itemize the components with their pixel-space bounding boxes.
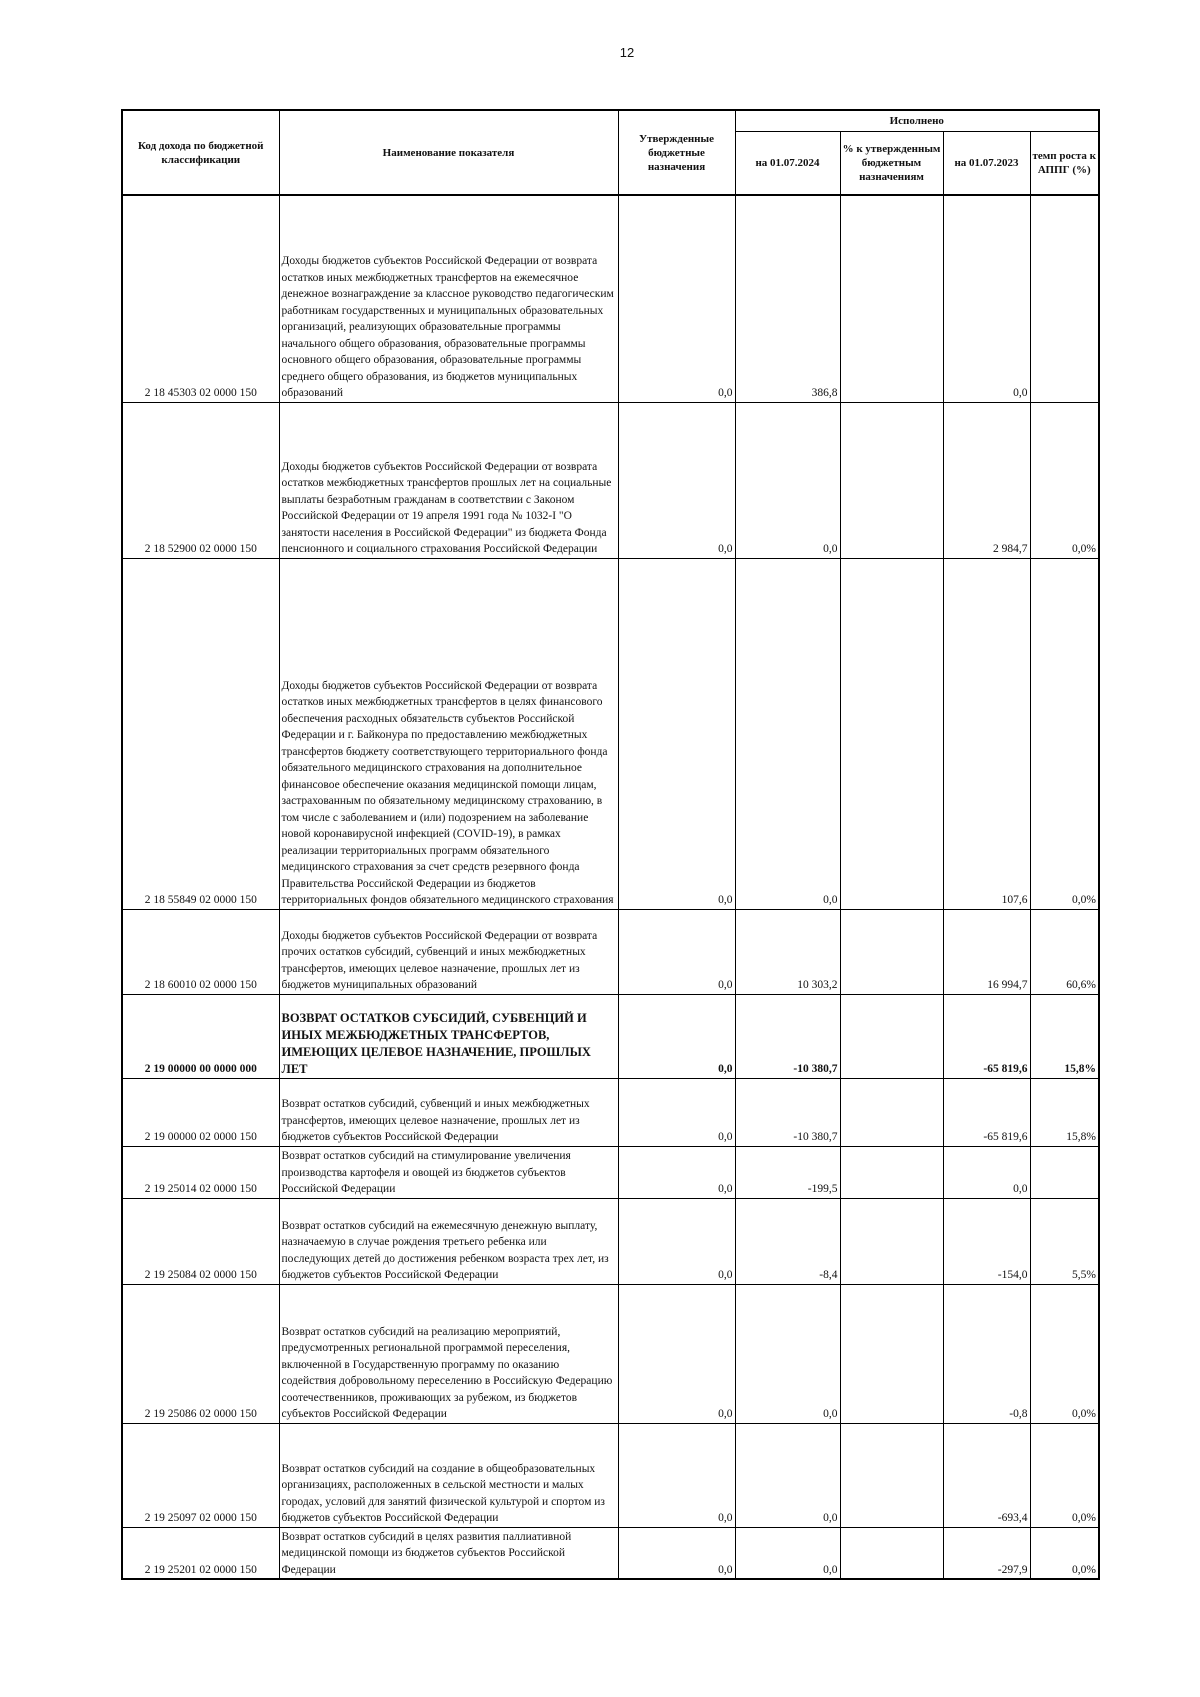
table-row: [122, 1527, 1099, 1579]
row-growth: 0,0%: [1030, 402, 1099, 558]
row-exec-2023: -154,0: [943, 1198, 1030, 1284]
row-exec-2024: 0,0: [735, 402, 840, 558]
row-growth: 5,5%: [1030, 1198, 1099, 1284]
row-approved: 0,0: [618, 195, 735, 402]
row-approved: 0,0: [618, 402, 735, 558]
header-growth: темп роста к АППГ (%): [1030, 132, 1099, 196]
row-exec-2024: 10 303,2: [735, 909, 840, 994]
row-exec-2023: -65 819,6: [943, 1078, 1030, 1146]
row-growth: [1030, 195, 1099, 402]
row-growth: 60,6%: [1030, 909, 1099, 994]
table-row: [122, 1146, 1099, 1198]
table-row: [122, 1284, 1099, 1423]
row-code: 2 19 25097 02 0000 150: [122, 1423, 279, 1527]
row-name: Возврат остатков субсидий на создание в общеобразовательных организациях, расположенных в сельской местности и малых городах, условий для занятий физической культурой и спортом из бюджетов субъектов Российской Федерации: [279, 1423, 618, 1527]
row-pct: [840, 195, 943, 402]
row-pct: [840, 1146, 943, 1198]
row-exec-2024: -8,4: [735, 1198, 840, 1284]
row-exec-2024: 0,0: [735, 558, 840, 909]
table-row-section: [122, 994, 1099, 1078]
row-approved: 0,0: [618, 1198, 735, 1284]
row-name: Доходы бюджетов субъектов Российской Федерации от возврата прочих остатков субсидий, субвенций и иных межбюджетных трансфертов, имеющих целевое назначение, прошлых лет из бюджетов муниципальных образований: [279, 909, 618, 994]
row-approved: 0,0: [618, 1146, 735, 1198]
row-pct: [840, 1078, 943, 1146]
row-name: Возврат остатков субсидий на ежемесячную денежную выплату, назначаемую в случае рождения третьего ребенка или последующих детей до достижения ребенком возраста трех лет, из бюджетов субъектов Российской Федерации: [279, 1198, 618, 1284]
row-approved: 0,0: [618, 909, 735, 994]
row-exec-2024: -10 380,7: [735, 994, 840, 1078]
row-growth: 0,0%: [1030, 1527, 1099, 1579]
row-name: Возврат остатков субсидий в целях развития паллиативной медицинской помощи из бюджетов субъектов Российской Федерации: [279, 1527, 618, 1579]
row-code: 2 19 25084 02 0000 150: [122, 1198, 279, 1284]
row-exec-2023: 107,6: [943, 558, 1030, 909]
row-exec-2024: -199,5: [735, 1146, 840, 1198]
row-name: Возврат остатков субсидий на стимулирование увеличения производства картофеля и овощей из бюджетов субъектов Российской Федерации: [279, 1146, 618, 1198]
row-name: Возврат остатков субсидий на реализацию мероприятий, предусмотренных региональной программой переселения, включенной в Государственную программу по оказанию содействия добровольному переселению в Российскую Федерацию соотечественников, проживающих за рубежом, из бюджетов субъектов Российской Федерации: [279, 1284, 618, 1423]
row-pct: [840, 1423, 943, 1527]
row-exec-2023: 16 994,7: [943, 909, 1030, 994]
header-code: Код дохода по бюджетной классификации: [122, 110, 279, 195]
row-exec-2024: 0,0: [735, 1423, 840, 1527]
row-exec-2024: 0,0: [735, 1284, 840, 1423]
row-exec-2023: -297,9: [943, 1527, 1030, 1579]
row-pct: [840, 402, 943, 558]
row-code: 2 19 25086 02 0000 150: [122, 1284, 279, 1423]
table-row: [122, 909, 1099, 994]
page-number: 12: [619, 45, 635, 60]
row-growth: 15,8%: [1030, 1078, 1099, 1146]
row-growth: 0,0%: [1030, 1284, 1099, 1423]
row-pct: [840, 1527, 943, 1579]
row-name: Доходы бюджетов субъектов Российской Федерации от возврата остатков иных межбюджетных трансфертов в целях финансового обеспечения расходных обязательств субъектов Российской Федерации и г. Байконура по предоставлению межбюджетных трансфертов бюджету соответствующего территориального фонда обязательного медицинского страхования на дополнительное финансовое обеспечение оказания медицинской помощи лицам, застрахованным по обязательному медицинскому страхованию, в том числе с заболеванием и (или) подозрением на заболевание новой коронавирусной инфекцией (COVID-19), в рамках реализации территориальных программ обязательного медицинского страхования за счет средств резервного фонда Правительства Российской Федерации из бюджетов территориальных фондов обязательного медицинского страхования: [279, 558, 618, 909]
row-exec-2024: 386,8: [735, 195, 840, 402]
row-growth: 0,0%: [1030, 558, 1099, 909]
table-row: [122, 402, 1099, 558]
row-growth: 0,0%: [1030, 1423, 1099, 1527]
row-exec-2023: 2 984,7: [943, 402, 1030, 558]
row-approved: 0,0: [618, 994, 735, 1078]
header-name: Наименование показателя: [279, 110, 618, 195]
row-name: Возврат остатков субсидий, субвенций и иных межбюджетных трансфертов, имеющих целевое назначение, прошлых лет из бюджетов субъектов Российской Федерации: [279, 1078, 618, 1146]
row-code: 2 19 00000 00 0000 000: [122, 994, 279, 1078]
row-code: 2 19 25014 02 0000 150: [122, 1146, 279, 1198]
table-row: [122, 558, 1099, 909]
row-code: 2 19 25201 02 0000 150: [122, 1527, 279, 1579]
header-exec-2024: на 01.07.2024: [735, 132, 840, 196]
row-pct: [840, 1198, 943, 1284]
row-exec-2023: -0,8: [943, 1284, 1030, 1423]
row-approved: 0,0: [618, 1078, 735, 1146]
row-name: ВОЗВРАТ ОСТАТКОВ СУБСИДИЙ, СУБВЕНЦИЙ И ИНЫХ МЕЖБЮДЖЕТНЫХ ТРАНСФЕРТОВ, ИМЕЮЩИХ ЦЕЛЕВОЕ НАЗНАЧЕНИЕ, ПРОШЛЫХ ЛЕТ: [279, 994, 618, 1078]
row-exec-2023: 0,0: [943, 1146, 1030, 1198]
table-row: [122, 1423, 1099, 1527]
table-row: [122, 1198, 1099, 1284]
budget-table: [121, 109, 1100, 1580]
header-pct-approved: % к утвержденным бюджетным назначениям: [840, 132, 943, 196]
row-approved: 0,0: [618, 1423, 735, 1527]
row-code: 2 18 60010 02 0000 150: [122, 909, 279, 994]
row-pct: [840, 1284, 943, 1423]
row-exec-2024: 0,0: [735, 1527, 840, 1579]
row-code: 2 18 45303 02 0000 150: [122, 195, 279, 402]
row-approved: 0,0: [618, 558, 735, 909]
header-approved: Утвержденные бюджетные назначения: [618, 110, 735, 195]
row-growth: 15,8%: [1030, 994, 1099, 1078]
row-name: Доходы бюджетов субъектов Российской Федерации от возврата остатков межбюджетных трансфертов прошлых лет на социальные выплаты безработным гражданам в соответствии с Законом Российской Федерации от 19 апреля 1991 года № 1032-I "О занятости населения в Российской Федерации" из бюджета Фонда пенсионного и социального страхования Российской Федерации: [279, 402, 618, 558]
header-exec-2023: на 01.07.2023: [943, 132, 1030, 196]
table-row: [122, 195, 1099, 402]
row-exec-2023: 0,0: [943, 195, 1030, 402]
table-row: [122, 1078, 1099, 1146]
row-exec-2024: -10 380,7: [735, 1078, 840, 1146]
row-code: 2 19 00000 02 0000 150: [122, 1078, 279, 1146]
row-pct: [840, 558, 943, 909]
row-code: 2 18 55849 02 0000 150: [122, 558, 279, 909]
row-approved: 0,0: [618, 1284, 735, 1423]
row-pct: [840, 909, 943, 994]
row-name: Доходы бюджетов субъектов Российской Федерации от возврата остатков иных межбюджетных трансфертов на ежемесячное денежное вознаграждение за классное руководство педагогическим работникам государственных и муниципальных образовательных организаций, реализующих образовательные программы начального общего образования, образовательные программы основного общего образования, образовательные программы среднего общего образования, из бюджетов муниципальных образований: [279, 195, 618, 402]
header-executed-group: Исполнено: [735, 110, 1099, 132]
row-exec-2023: -693,4: [943, 1423, 1030, 1527]
row-pct: [840, 994, 943, 1078]
row-code: 2 18 52900 02 0000 150: [122, 402, 279, 558]
row-growth: [1030, 1146, 1099, 1198]
row-approved: 0,0: [618, 1527, 735, 1579]
row-exec-2023: -65 819,6: [943, 994, 1030, 1078]
